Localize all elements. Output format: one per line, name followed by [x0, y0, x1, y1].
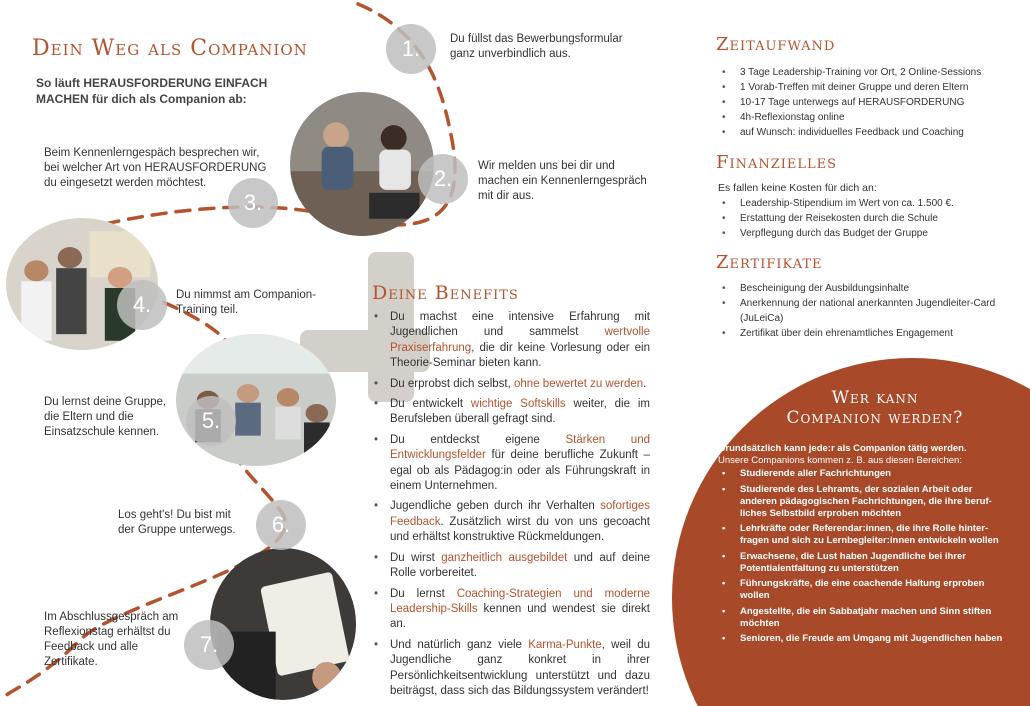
finanzielles-title: Finanzielles	[716, 152, 838, 173]
zertifikate-title: Zertifikate	[716, 252, 823, 273]
finanzielles-item: • Verpflegung durch das Budget der Gruppe	[718, 226, 998, 241]
finanzielles-item: • Erstattung der Reisekosten durch die Schule	[718, 211, 998, 226]
who-title-line1: Wer kann	[831, 388, 919, 408]
zeitaufwand-list	[718, 65, 998, 140]
zertifikate-item: • Zertifikat über dein ehrenamtliches Engagement	[718, 326, 998, 341]
step-7-text: Im Abschlussgespräch am Reflexionstag erhältst du Feedback und alle Zertifikate.	[44, 611, 179, 668]
who-item: • Studierende aller Fachrichtungen	[718, 468, 1003, 480]
benefit-item: • Du machst eine intensive Erfahrung mit Jugendlichen und sammelst wertvolle Praxiserfahrung, die dir keine Vorlesung oder ein Theorie-Seminar bieten kann.	[372, 310, 650, 372]
step-2-badge: 2.	[418, 154, 468, 204]
finanzielles-intro: Es fallen keine Kosten für dich an:	[718, 182, 877, 194]
zeitaufwand-item: • auf Wunsch: individuelles Feedback und Coaching	[718, 125, 998, 140]
step-1-text: Du füllst das Bewerbungsformular ganz unverbindlich aus.	[450, 33, 623, 60]
step-4-badge: 4.	[117, 280, 167, 330]
who-item: • Erwachsene, die Lust haben Jugendliche bei ihrer Potentialentfaltung zu unterstützen	[718, 551, 1003, 575]
step-3-badge: 3.	[228, 178, 278, 228]
step-2-text: Wir melden uns bei dir und machen ein Kennenlerngespräch mit dir aus.	[478, 160, 647, 202]
benefit-item: • Du wirst ganzheitlich ausgebildet und auf deine Rolle vorbereitet.	[372, 551, 650, 582]
benefits-title: Deine Benefits	[372, 282, 519, 304]
photo-reflection	[210, 548, 356, 700]
benefit-item: • Und natürlich ganz viele Karma-Punkte, weil du Jugendliche ganz konkret in ihrer Persönlichkeitsentwicklung unterstützt und dazu beiträgst, dass sich das Bildungssystem verändert!	[372, 638, 650, 700]
who-item: • Führungskräfte, die eine coachende Haltung erproben wollen	[718, 578, 1003, 602]
benefit-item: • Du entwickelt wichtige Softskills weiter, die im Berufsleben überall gefragt sind.	[372, 397, 650, 428]
who-item: • Angestellte, die ein Sabbatjahr machen und Sinn stiften möchten	[718, 606, 1003, 630]
step-5-text: Du lernst deine Gruppe, die Eltern und die Einsatzschule kennen.	[44, 396, 167, 438]
step-4-text: Du nimmst am Companion-Training teil.	[176, 289, 316, 316]
zeitaufwand-item: • 3 Tage Leadership-Training vor Ort, 2 Online-Sessions	[718, 65, 998, 80]
step-5-badge: 5.	[186, 396, 236, 446]
who-title	[740, 388, 1010, 428]
benefits-list	[372, 310, 650, 704]
who-item: • Senioren, die Freude am Umgang mit Jugendlichen haben	[718, 633, 1003, 645]
who-intro-rest: Unsere Companions kommen z. B. aus diesen Bereichen:	[718, 455, 962, 466]
zeitaufwand-title: Zeitaufwand	[716, 34, 836, 55]
who-item: • Studierende des Lehramts, der sozialen Arbeit oder anderen pädagogischen Fachrichtungen, die ihre beruf-liches Selbstbild erproben möchten	[718, 484, 1003, 520]
zeitaufwand-item: • 4h-Reflexionstag online	[718, 110, 998, 125]
who-intro-bold: Grundsätzlich kann jede:r als Companion tätig werden.	[718, 443, 967, 454]
zertifikate-list	[718, 281, 998, 341]
step-6-badge: 6.	[256, 500, 306, 550]
who-intro	[718, 443, 1003, 467]
benefit-item: • Du erprobst dich selbst, ohne bewertet zu werden.	[372, 377, 650, 392]
intro-text: So läuft HERAUSFORDERUNG EINFACH MACHEN für dich als Companion ab:	[36, 76, 268, 106]
benefit-item: • Du entdeckst eigene Stärken und Entwicklungsfelder für deine berufliche Zukunft – egal ob als Pädagog:in oder als Führungskraft in einem Unternehmen.	[372, 433, 650, 495]
zeitaufwand-item: • 10-17 Tage unterwegs auf HERAUSFORDERUNG	[718, 95, 998, 110]
who-title-line2: Companion werden?	[786, 408, 964, 428]
step-3-text: Beim Kennenlerngespäch besprechen wir, bei welcher Art von HERAUSFORDERUNG du eingesetzt werden möchtest.	[44, 147, 267, 189]
zertifikate-item: • Anerkennung der national anerkannten Jugendleiter-Card (JuLeiCa)	[718, 296, 998, 326]
zeitaufwand-item: • 1 Vorab-Treffen mit deiner Gruppe und deren Eltern	[718, 80, 998, 95]
step-7-badge: 7.	[184, 620, 234, 670]
finanzielles-list	[718, 196, 998, 241]
who-list	[718, 468, 1003, 649]
benefit-item: • Jugendliche geben durch ihr Verhalten sofortiges Feedback. Zusätzlich wirst du von uns gecoacht und erhältst konstruktive Rückmeldungen.	[372, 499, 650, 545]
finanzielles-item: • Leadership-Stipendium im Wert von ca. 1.500 €.	[718, 196, 998, 211]
benefit-item: • Du lernst Coaching-Strategien und moderne Leadership-Skills kennen und wendest sie direkt an.	[372, 587, 650, 633]
photo-sitting-group	[290, 92, 434, 236]
step-6-text: Los geht's! Du bist mit der Gruppe unterwegs.	[118, 509, 236, 536]
page-title: Dein Weg als Companion	[32, 36, 308, 61]
zertifikate-item: • Bescheinigung der Ausbildungsinhalte	[718, 281, 998, 296]
who-item: • Lehrkräfte oder Referendar:innen, die ihre Rolle hinter-fragen und sich zu Lernbegleiter:innen entwickeln wollen	[718, 523, 1003, 547]
step-1-badge: 1.	[386, 24, 436, 74]
